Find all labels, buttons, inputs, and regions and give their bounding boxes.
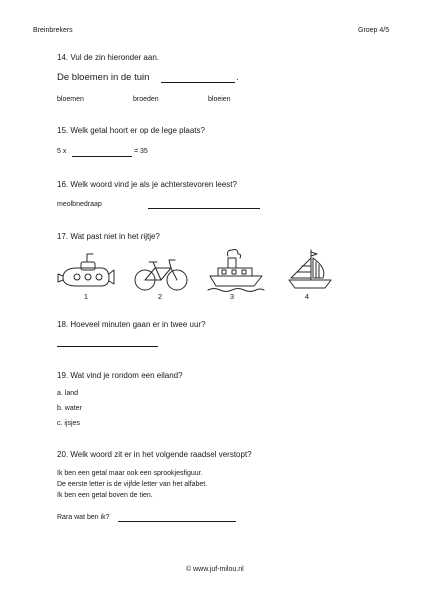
question-15-answer-line[interactable] [72, 156, 132, 157]
question-17-number-1: 1 [83, 292, 89, 301]
header-title: Breinbrekers [33, 27, 73, 34]
question-16-word: meolbnedraap [57, 201, 102, 208]
question-19-title: 19. Wat vind je rondom een eiland? [57, 371, 183, 380]
question-17-number-4: 4 [304, 292, 310, 301]
question-20-title: 20. Welk woord zit er in het volgende raadsel verstopt? [57, 450, 252, 459]
question-14-option-3: bloeien [208, 96, 231, 103]
question-18-title: 18. Hoeveel minuten gaan er in twee uur? [57, 320, 206, 329]
question-16-title: 16. Welk woord vind je als je achterstevoren leest? [57, 180, 237, 189]
question-14-sentence: De bloemen in de tuin [57, 72, 150, 83]
question-16-answer-line[interactable] [148, 208, 260, 209]
question-19-option-a: a. land [57, 390, 79, 397]
question-14-title: 14. Vul de zin hieronder aan. [57, 53, 159, 62]
question-20-riddle-line-3: Ik ben een getal boven de tien. [57, 492, 153, 499]
question-17-number-2: 2 [157, 292, 163, 301]
question-20-ask: Rara wat ben ik? [57, 514, 110, 521]
question-20-answer-line[interactable] [118, 521, 236, 522]
question-17-number-3: 3 [229, 292, 235, 301]
question-14-option-2: broeden [133, 96, 159, 103]
question-14-option-1: bloemen [57, 96, 84, 103]
question-20-riddle-line-2: De eerste letter is de vijfde letter van het alfabet. [57, 481, 208, 488]
steamboat-icon [208, 248, 264, 292]
question-19-option-b: b. water [57, 405, 82, 412]
question-14-answer-line[interactable] [161, 82, 235, 83]
question-18-answer-line[interactable] [57, 346, 158, 347]
question-14-sentence-end: . [236, 72, 239, 83]
footer-copyright: © www.juf-milou.nl [186, 566, 244, 573]
question-20-riddle-line-1: Ik ben een getal maar ook een sprookjesfiguur. [57, 470, 203, 477]
bicycle-icon [133, 258, 189, 292]
sailboat-icon [285, 248, 335, 292]
question-15-left: 5 x [57, 148, 67, 155]
question-15-right: = 35 [134, 148, 148, 155]
question-19-option-c: c. ijsjes [57, 420, 80, 427]
question-17-title: 17. Wat past niet in het rijtje? [57, 232, 160, 241]
header-group: Groep 4/5 [358, 27, 390, 34]
question-15-title: 15. Welk getal hoort er op de lege plaats? [57, 126, 205, 135]
submarine-icon [57, 252, 115, 292]
